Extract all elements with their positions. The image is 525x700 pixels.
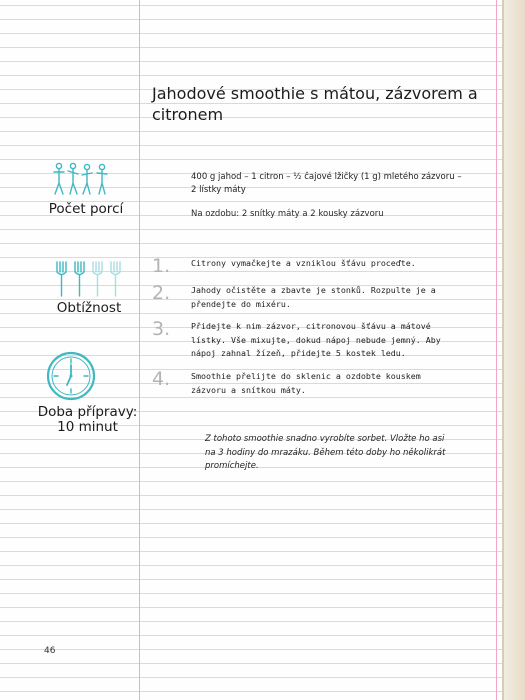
- tip-text: Z tohoto smoothie snadno vyrobíte sorbet. Vložte ho asi na 3 hodiny do mrazáku. Během této doby ho několikrát promíchejte.: [205, 434, 446, 471]
- step-number: 1.: [152, 255, 171, 277]
- garnish-text: Na ozdobu: 2 snítky máty a 2 kousky zázvoru: [191, 209, 384, 219]
- step-number: 2.: [152, 282, 171, 304]
- prep-time-label: Doba přípravy: 10 minut: [37, 404, 138, 435]
- right-margin-line: [496, 0, 497, 700]
- ingredients-list: [191, 171, 466, 197]
- servings-label: Počet porcí: [48, 201, 124, 217]
- step-text: Smoothie přelijte do sklenic a ozdobte kouskem zázvoru a snítkou máty.: [191, 371, 421, 395]
- fork-icon: [55, 260, 125, 298]
- page-number: 46: [44, 646, 56, 656]
- difficulty-label: Obtížnost: [56, 300, 122, 316]
- step-text: Citrony vymačkejte a vzniklou šťávu proceďte.: [191, 258, 416, 268]
- ingredients-text: 400 g jahod – 1 citron – ½ čajové lžičky (1 g) mletého zázvoru – 2 lístky máty: [191, 172, 462, 195]
- clock-icon: [45, 350, 97, 402]
- page-edge: [502, 0, 525, 700]
- step-number: 4.: [152, 368, 171, 390]
- step-text: Přidejte k nim zázvor, citronovou šťávu a mátové lístky. Vše mixujte, dokud nápoj nebude jemný. Aby nápoj zahnal žízeň, přidejte 5 kostek ledu.: [191, 321, 441, 358]
- people-icon: [52, 162, 112, 198]
- recipe-title: Jahodové smoothie s mátou, zázvorem a citronem: [152, 84, 478, 124]
- step-text: Jahody očistěte a zbavte je stonků. Rozpulte je a přendejte do mixéru.: [191, 285, 436, 309]
- margin-line: [139, 0, 140, 700]
- step-number: 3.: [152, 318, 171, 340]
